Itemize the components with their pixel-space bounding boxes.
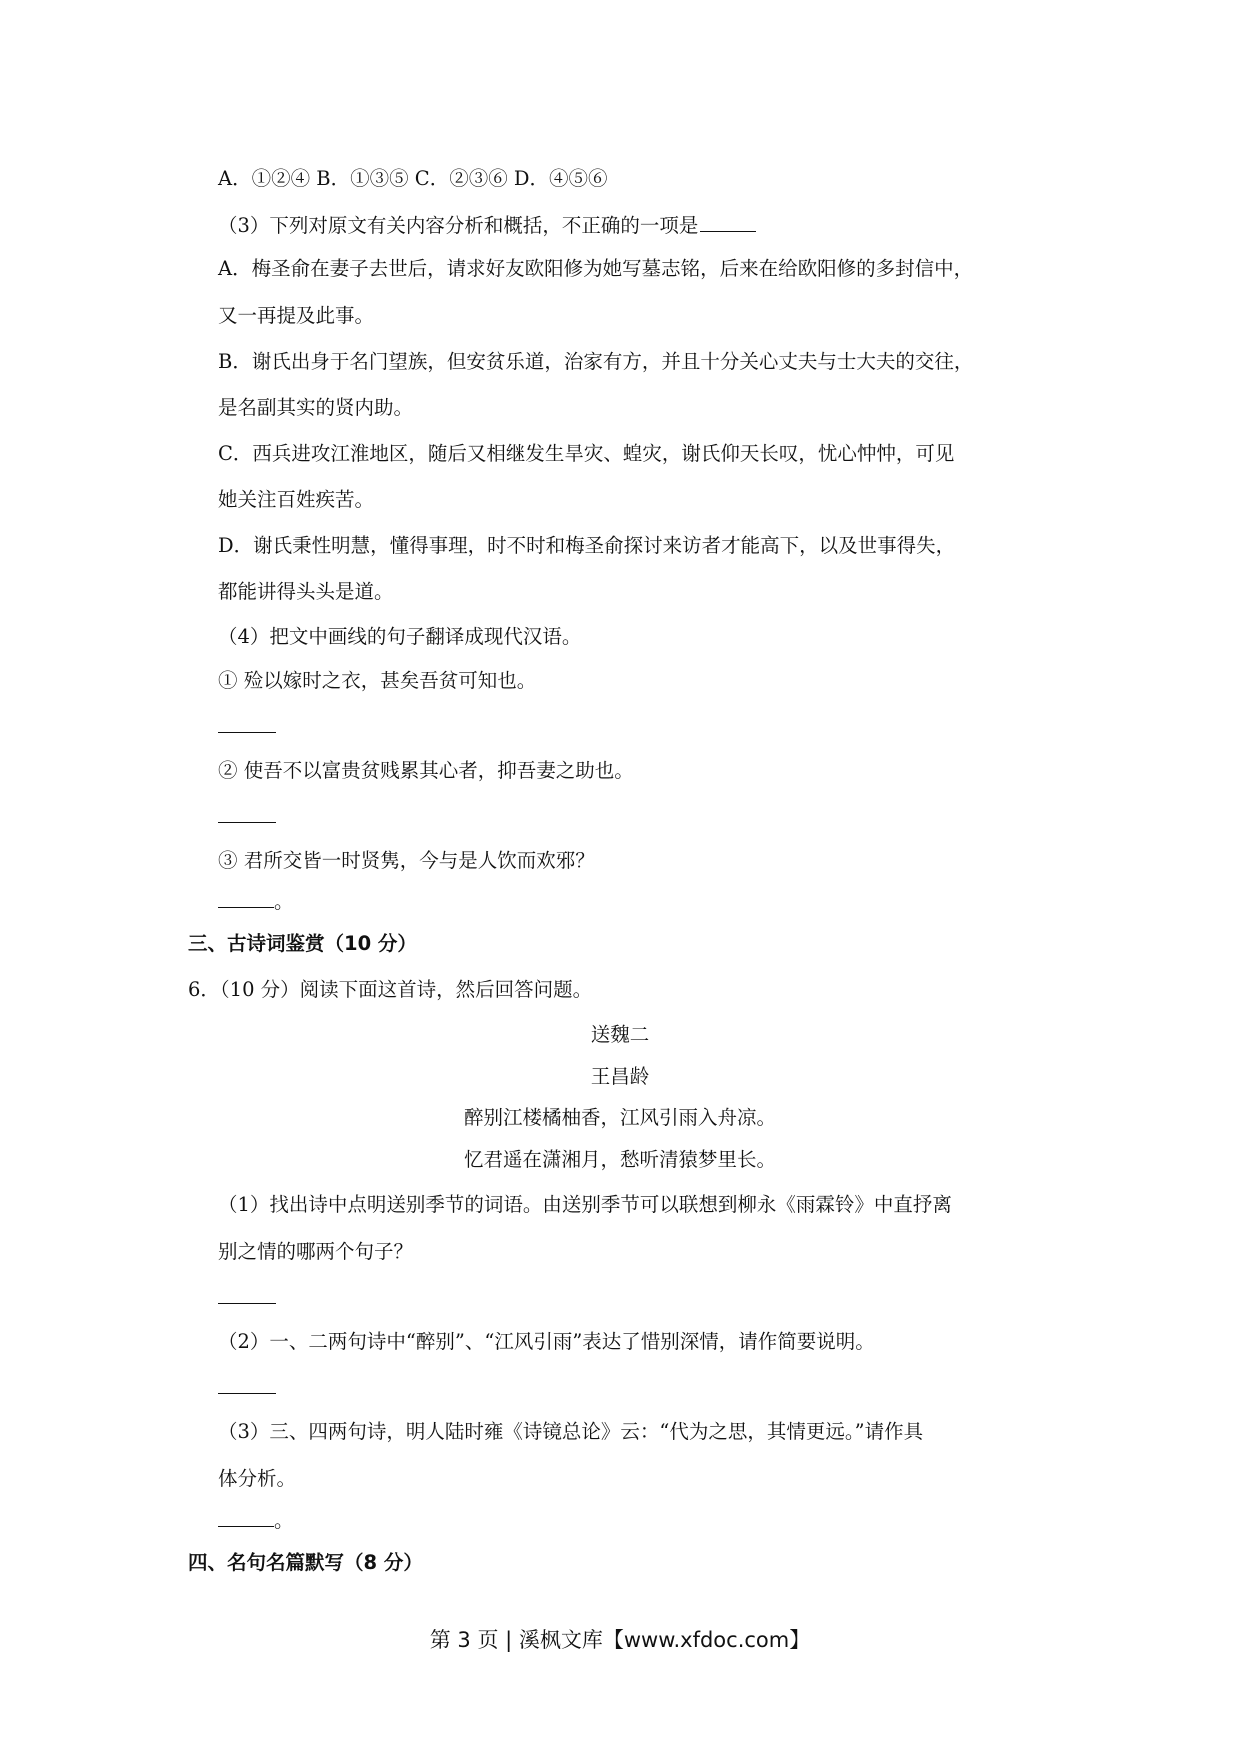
q3-option-d-line1: D．谢氏秉性明慧，懂得事理，时不时和梅圣俞探讨来访者才能高下，以及世事得失， [218,534,956,557]
q3-option-a-line2: 又一再提及此事。 [218,304,375,327]
poem-title: 送魏二 [590,1023,650,1046]
q3-option-b-line2: 是名副其实的贤内助。 [218,396,414,419]
poem-line-1: 醉别江楼橘柚香，江风引雨入舟凉。 [463,1106,776,1129]
q6-stem: 6．（10 分）阅读下面这首诗，然后回答问题。 [188,978,593,1001]
q4-sentence-3: ③ 君所交皆一时贤隽，今与是人饮而欢邪？ [218,849,595,872]
q6-part1-line1: （1）找出诗中点明送别季节的词语。由送别季节可以联想到柳永《雨霖铃》中直抒离 [218,1193,952,1216]
period: 。 [274,1509,294,1532]
q3-option-b-line1: B．谢氏出身于名门望族，但安贫乐道，治家有方，并且十分关心丈夫与士大夫的交往， [218,350,974,373]
answer-blank-6 [218,1506,294,1534]
answer-blank [700,211,756,232]
q3-option-c-line1: C．西兵进攻江淮地区，随后又相继发生旱灾、蝗灾，谢氏仰天长叹，忧心忡忡，可见 [218,442,955,465]
q3-option-d-line2: 都能讲得头头是道。 [218,580,394,603]
q6-part1-line2: 别之情的哪两个句子？ [218,1240,414,1263]
blank-underline [218,1506,274,1527]
answer-blank-3 [218,887,294,915]
q4-sentence-2: ② 使吾不以富贵贫贱累其心者，抑吾妻之助也。 [218,759,634,782]
answer-blank-1 [218,732,276,733]
poem-line-2: 忆君遥在潇湘月，愁听清猿梦里长。 [463,1148,776,1171]
q4-sentence-1: ① 殓以嫁时之衣，甚矣吾贫可知也。 [218,669,537,692]
answer-blank-4 [218,1303,276,1304]
q6-part2: （2）一、二两句诗中“醉别”、“江风引雨”表达了惜别深情，请作简要说明。 [218,1330,875,1353]
page-footer: 第 3 页 | 溪枫文库【www.xfdoc.com】 [429,1628,811,1652]
section-4-heading: 四、名句名篇默写（8 分） [188,1551,423,1574]
q3-stem-text: （3）下列对原文有关内容分析和概括，不正确的一项是 [218,214,699,237]
q6-part3-line1: （3）三、四两句诗，明人陆时雍《诗镜总论》云：“代为之思，其情更远。”请作具 [218,1420,924,1443]
blank-underline [218,887,274,908]
section-3-heading: 三、古诗词鉴赏（10 分） [188,932,417,955]
q4-stem: （4）把文中画线的句子翻译成现代汉语。 [218,625,582,648]
answer-blank-2 [218,822,276,823]
period: 。 [274,890,294,913]
poem-author: 王昌龄 [590,1065,650,1088]
q2-options: A．①②④ B．①③⑤ C．②③⑥ D．④⑤⑥ [218,167,608,190]
q6-part3-line2: 体分析。 [218,1467,297,1490]
q3-option-a-line1: A．梅圣俞在妻子去世后，请求好友欧阳修为她写墓志铭，后来在给欧阳修的多封信中， [218,257,974,280]
answer-blank-5 [218,1393,276,1394]
q3-stem [218,211,756,239]
q3-option-c-line2: 她关注百姓疾苦。 [218,488,375,511]
